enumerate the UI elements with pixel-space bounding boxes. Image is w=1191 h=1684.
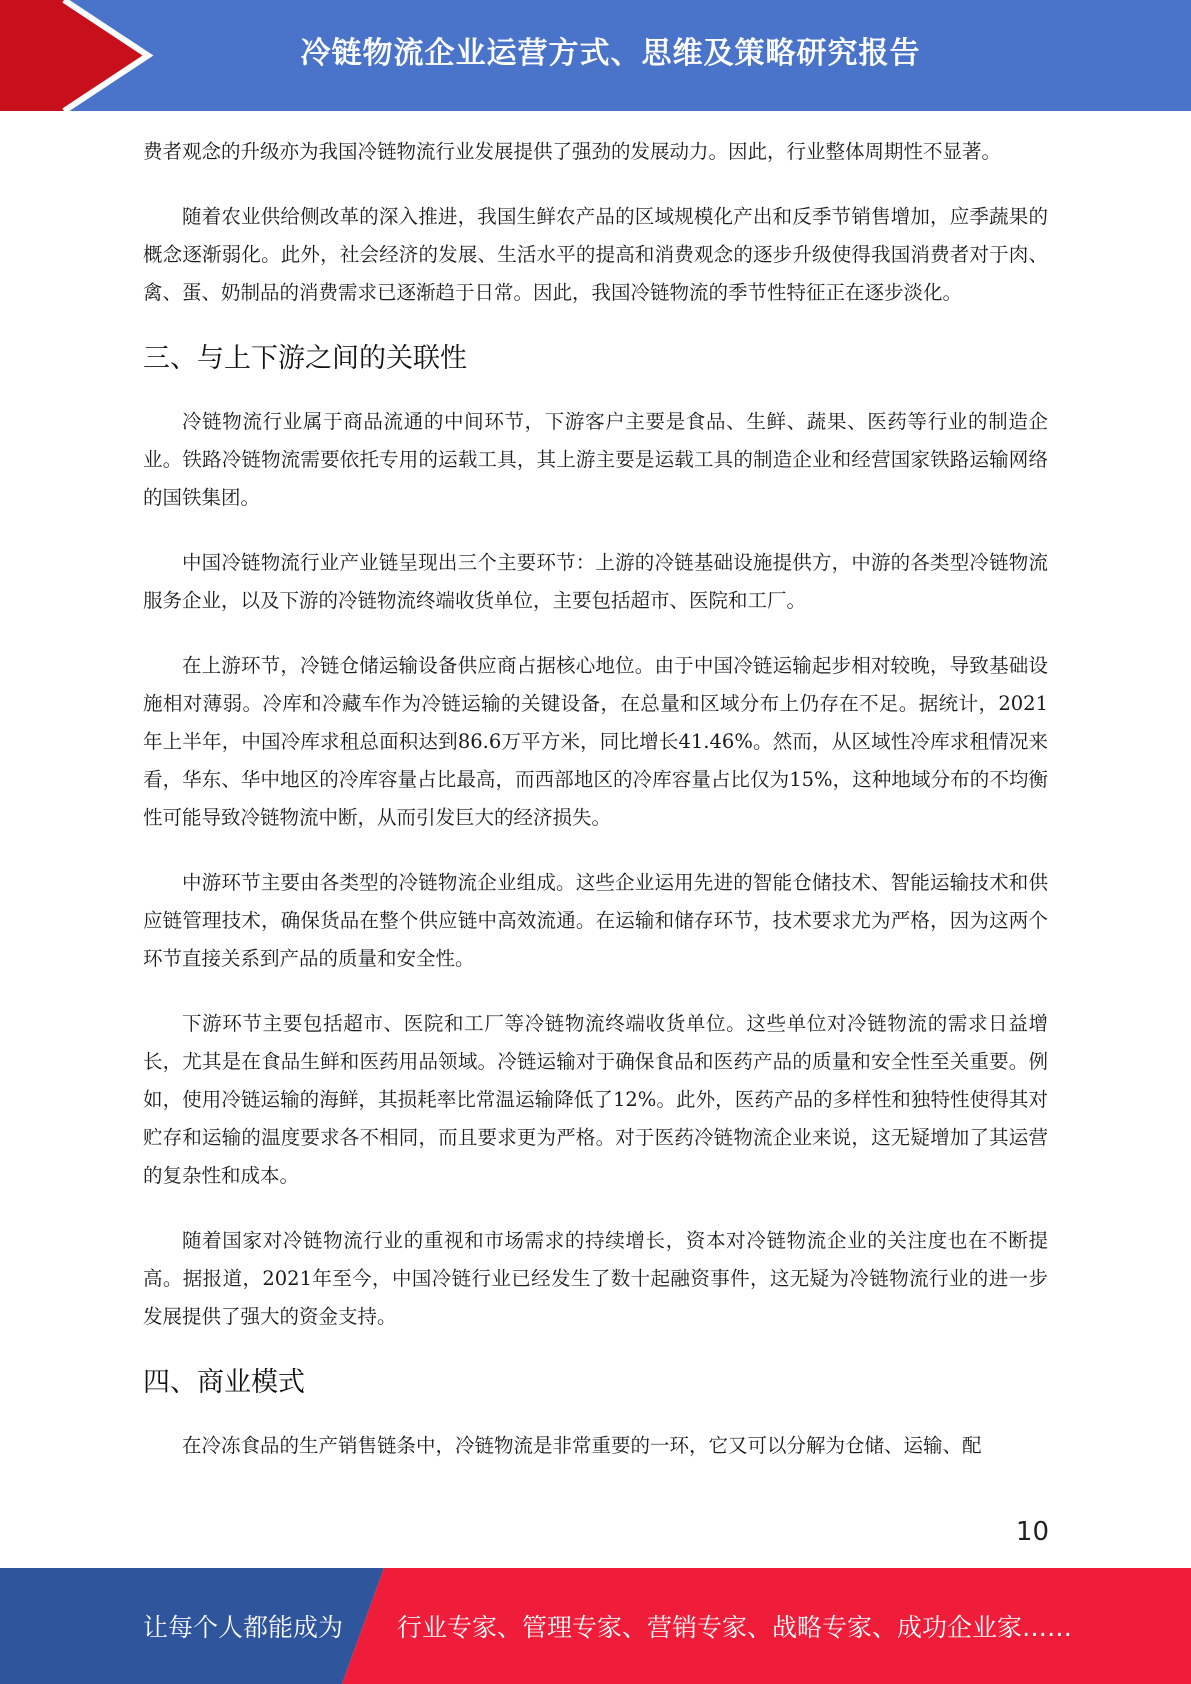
page-footer bbox=[0, 1568, 1191, 1684]
page-header bbox=[0, 0, 1191, 111]
section-heading-upstream-downstream: 三、与上下游之间的关联性 bbox=[143, 343, 467, 374]
paragraph-seasonality: 随着农业供给侧改革的深入推进，我国生鲜农产品的区域规模化产出和反季节销售增加，应季蔬果的概念逐渐弱化。此外，社会经济的发展、生活水平的提高和消费观念的逐步升级使得我国消费者对于肉、禽、蛋、奶制品的消费需求已逐渐趋于日常。因此，我国冷链物流的季节性特征正在逐步淡化。 bbox=[143, 205, 1048, 304]
paragraph-continued: 费者观念的升级亦为我国冷链物流行业发展提供了强劲的发展动力。因此，行业整体周期性不显著。 bbox=[143, 140, 1002, 163]
footer-slogan-left: 让每个人都能成为 bbox=[143, 1613, 344, 1642]
paragraph-industry-chain: 中国冷链物流行业产业链呈现出三个主要环节：上游的冷链基础设施提供方，中游的各类型冷链物流服务企业，以及下游的冷链物流终端收货单位，主要包括超市、医院和工厂。 bbox=[143, 551, 1048, 612]
paragraph-midstream: 中游环节主要由各类型的冷链物流企业组成。这些企业运用先进的智能仓储技术、智能运输技术和供应链管理技术，确保货品在整个供应链中高效流通。在运输和储存环节，技术要求尤为严格，因为这两个环节直接关系到产品的质量和安全性。 bbox=[143, 871, 1048, 970]
paragraph-business-model: 在冷冻食品的生产销售链条中，冷链物流是非常重要的一环，它又可以分解为仓储、运输、配 bbox=[182, 1434, 982, 1457]
paragraph-upstream: 在上游环节，冷链仓储运输设备供应商占据核心地位。由于中国冷链运输起步相对较晚，导致基础设施相对薄弱。冷库和冷藏车作为冷链运输的关键设备，在总量和区域分布上仍存在不足。据统计，2021年上半年，中国冷库求租总面积达到86.6万平方米，同比增长41.46%。然而，从区域性冷库求租情况来看，华东、华中地区的冷库容量占比最高，而西部地区的冷库容量占比仅为15%，这种地域分布的不均衡性可能导致冷链物流中断，从而引发巨大的经济损失。 bbox=[143, 654, 1048, 829]
paragraph-downstream: 下游环节主要包括超市、医院和工厂等冷链物流终端收货单位。这些单位对冷链物流的需求日益增长，尤其是在食品生鲜和医药用品领域。冷链运输对于确保食品和医药产品的质量和安全性至关重要。例如，使用冷链运输的海鲜，其损耗率比常温运输降低了12%。此外，医药产品的多样性和独特性使得其对贮存和运输的温度要求各不相同，而且要求更为严格。对于医药冷链物流企业来说，这无疑增加了其运营的复杂性和成本。 bbox=[143, 1012, 1048, 1187]
paragraph-capital: 随着国家对冷链物流行业的重视和市场需求的持续增长，资本对冷链物流企业的关注度也在不断提高。据报道，2021年至今，中国冷链行业已经发生了数十起融资事件，这无疑为冷链物流行业的进一步发展提供了强大的资金支持。 bbox=[143, 1229, 1048, 1328]
paragraph-industry-position: 冷链物流行业属于商品流通的中间环节，下游客户主要是食品、生鲜、蔬果、医药等行业的制造企业。铁路冷链物流需要依托专用的运载工具，其上游主要是运载工具的制造企业和经营国家铁路运输网络的国铁集团。 bbox=[143, 410, 1048, 509]
page-content bbox=[143, 133, 1048, 1492]
page-number: 10 bbox=[1015, 1517, 1049, 1547]
footer-slogan-right: 行业专家、管理专家、营销专家、战略专家、成功企业家…… bbox=[397, 1613, 1073, 1642]
section-heading-business-model: 四、商业模式 bbox=[143, 1367, 305, 1398]
report-title: 冷链物流企业运营方式、思维及策略研究报告 bbox=[300, 36, 921, 71]
